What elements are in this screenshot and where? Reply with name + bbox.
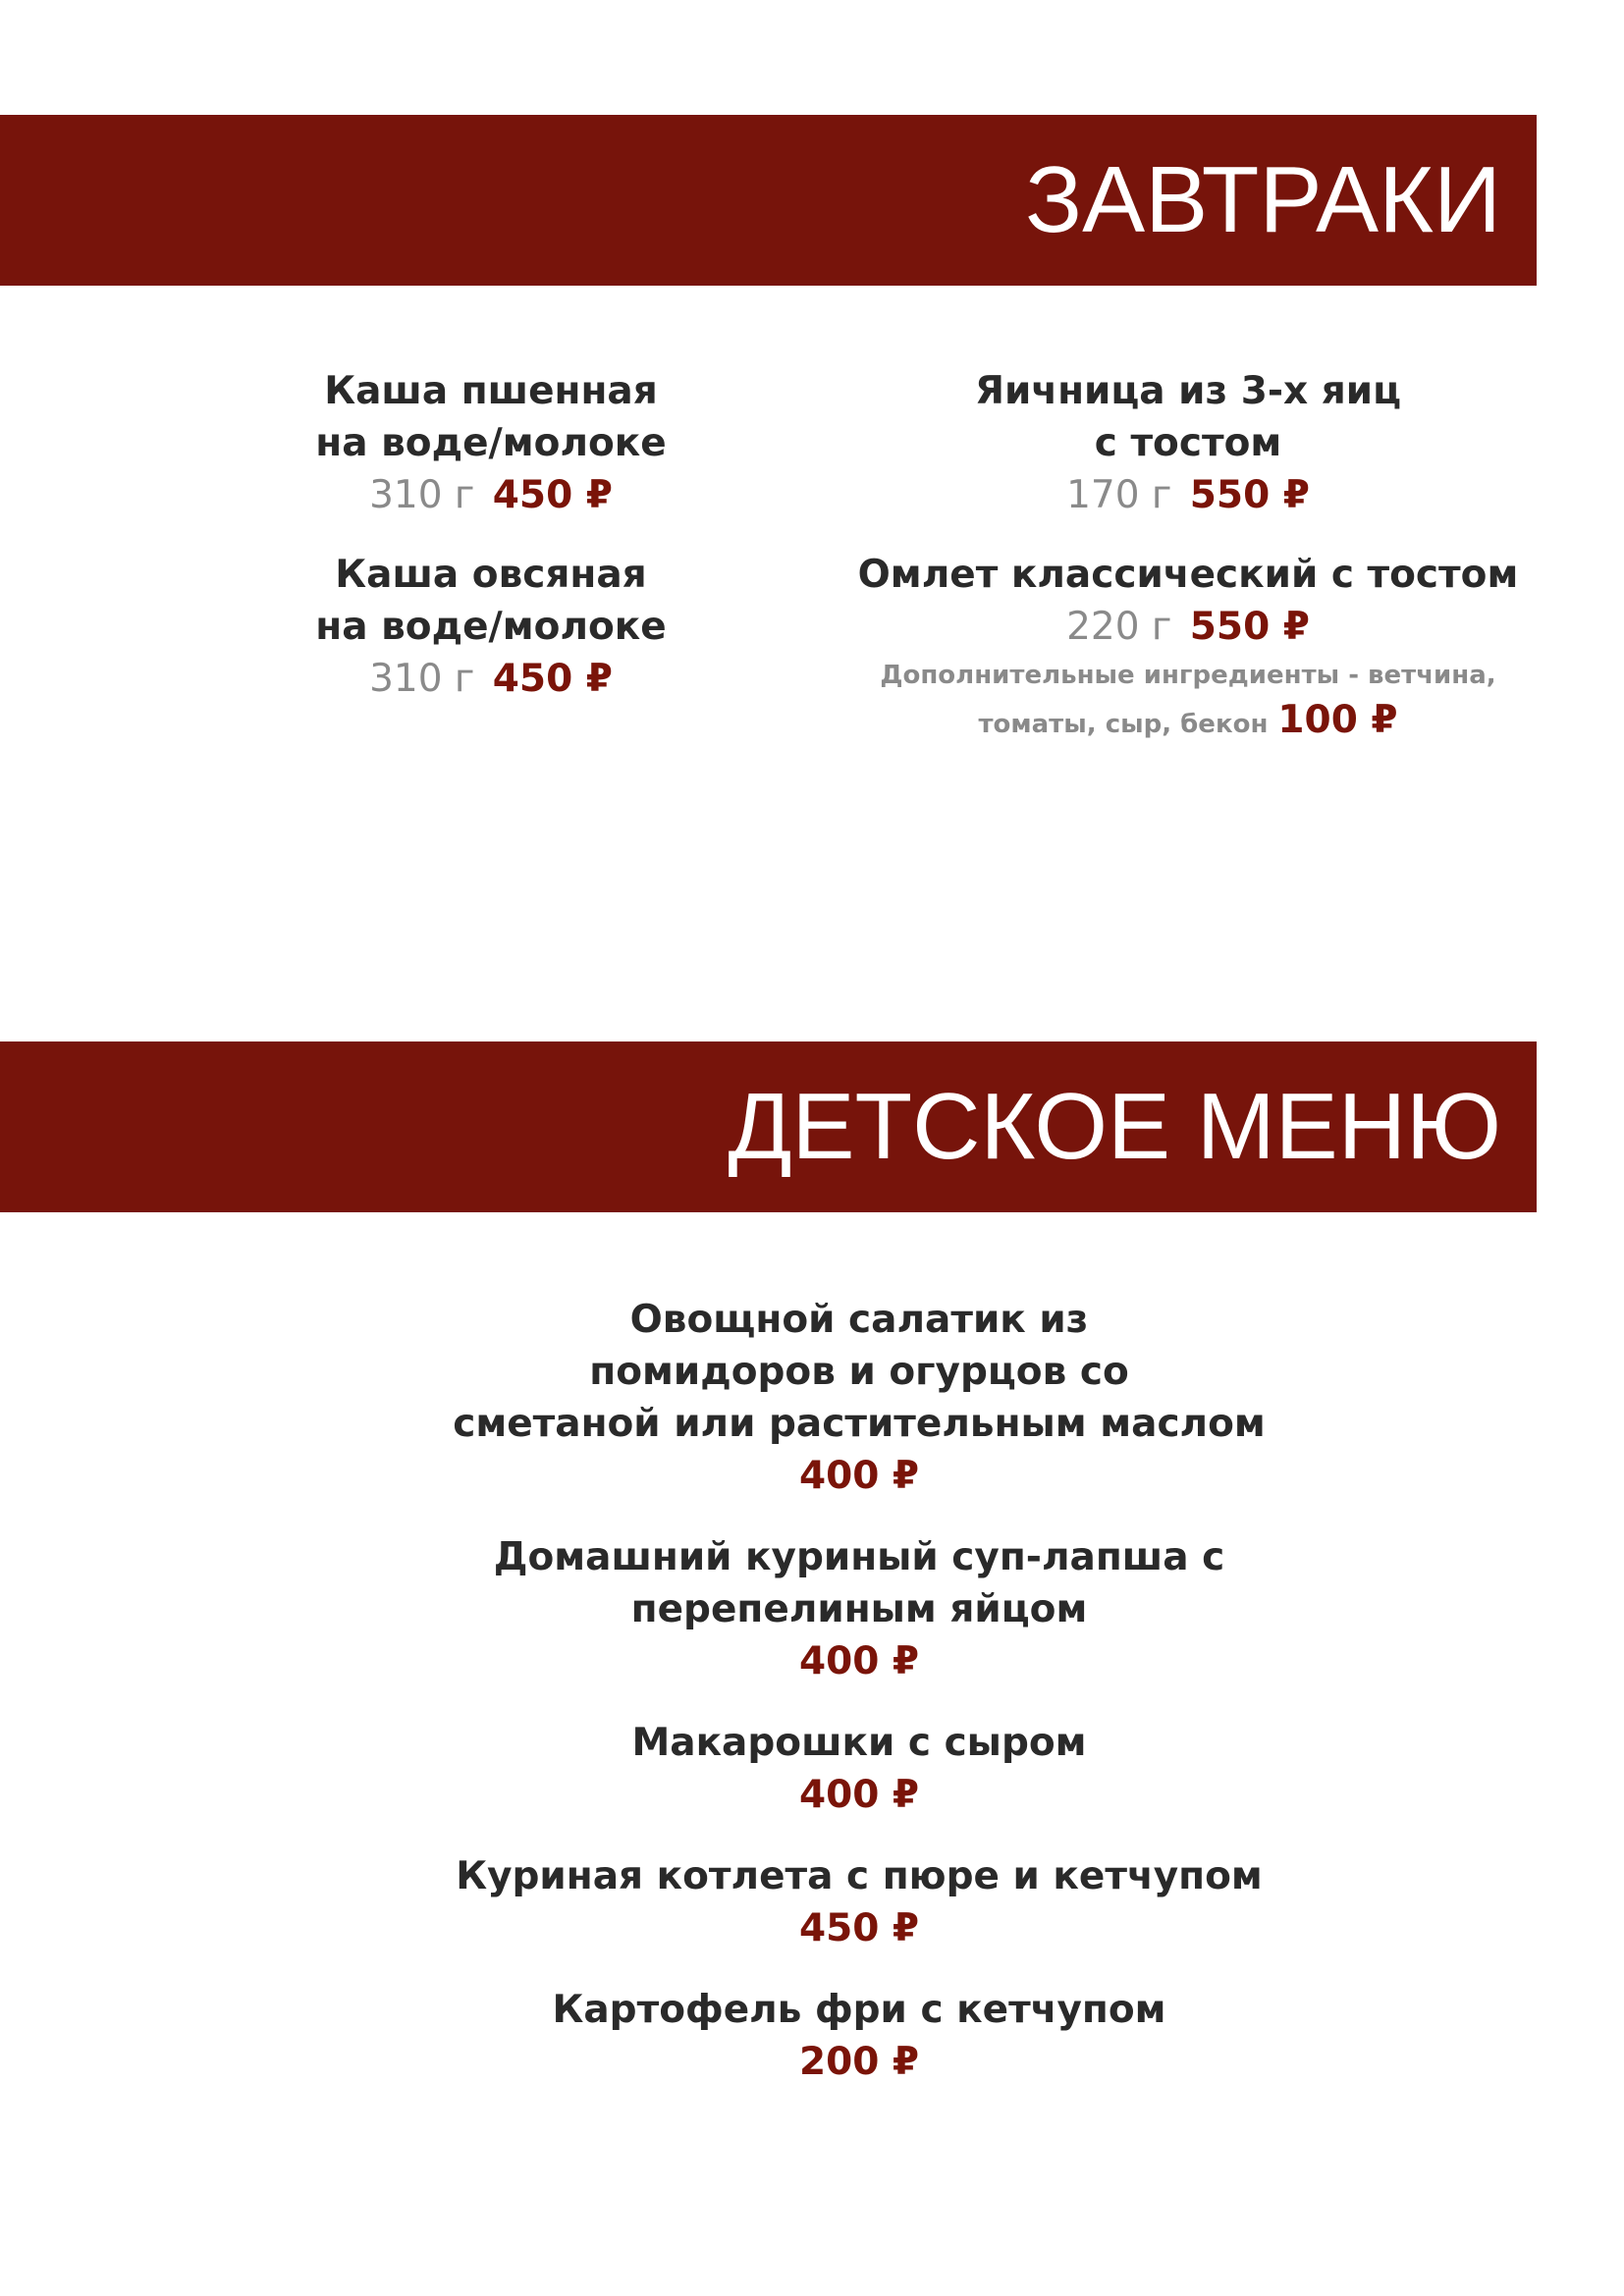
extras-line <box>815 698 1561 747</box>
extras-line: Дополнительные ингредиенты - ветчина, <box>880 661 1496 690</box>
dish-name <box>236 549 746 653</box>
dish-name-line: Каша пшенная <box>324 369 658 413</box>
menu-item <box>334 1850 1384 1954</box>
price-line <box>334 1769 1384 1821</box>
breakfast-banner <box>0 115 1537 286</box>
dish-price: 450 ₽ <box>798 1906 920 1950</box>
dish-name-line: перепелиным яйцом <box>630 1587 1088 1631</box>
menu-item <box>236 365 746 521</box>
price-line <box>236 469 746 521</box>
extras-text: томаты, сыр, бекон <box>978 710 1269 739</box>
dish-weight: 310 г <box>369 473 475 517</box>
dish-name <box>815 549 1561 601</box>
extra-ingredients <box>815 653 1561 747</box>
breakfast-right-column <box>815 365 1561 774</box>
menu-item <box>334 1717 1384 1821</box>
dish-name-line: на воде/молоке <box>315 421 667 465</box>
menu-item <box>815 549 1561 747</box>
dish-price: 400 ₽ <box>798 1773 920 1817</box>
dish-price: 200 ₽ <box>798 2040 920 2084</box>
dish-price: 550 ₽ <box>1189 473 1310 517</box>
dish-name-line: Каша овсяная <box>335 553 647 597</box>
menu-item <box>815 365 1561 521</box>
dish-name <box>334 1984 1384 2036</box>
menu-item <box>334 1531 1384 1687</box>
dish-name <box>815 365 1561 469</box>
dish-name <box>334 1294 1384 1450</box>
dish-price: 550 ₽ <box>1189 605 1310 649</box>
dish-name <box>334 1717 1384 1769</box>
dish-name-line: Картофель фри с кетчупом <box>552 1988 1166 2032</box>
kids-banner <box>0 1041 1537 1212</box>
dish-price: 400 ₽ <box>798 1454 920 1498</box>
dish-name <box>334 1850 1384 1902</box>
dish-name-line: Омлет классический с тостом <box>857 553 1519 597</box>
menu-item <box>236 549 746 705</box>
price-line <box>815 601 1561 653</box>
dish-price: 450 ₽ <box>492 657 613 701</box>
price-line <box>334 1902 1384 1954</box>
price-line <box>334 2036 1384 2088</box>
dish-name-line: Яичница из 3-х яиц <box>974 369 1402 413</box>
dish-name-line: Макарошки с сыром <box>631 1721 1087 1765</box>
kids-title: ДЕТСКОЕ МЕНЮ <box>728 1074 1501 1179</box>
price-line <box>815 469 1561 521</box>
dish-name-line: на воде/молоке <box>315 605 667 649</box>
dish-weight: 310 г <box>369 657 475 701</box>
dish-name-line: помидоров и огурцов со <box>589 1350 1129 1394</box>
dish-name-line: Овощной салатик из <box>629 1298 1089 1342</box>
breakfast-title: ЗАВТРАКИ <box>1025 147 1501 252</box>
dish-weight: 170 г <box>1066 473 1172 517</box>
dish-name <box>236 365 746 469</box>
menu-item <box>334 1294 1384 1502</box>
price-line <box>334 1635 1384 1687</box>
dish-price: 400 ₽ <box>798 1639 920 1683</box>
extras-price: 100 ₽ <box>1277 698 1398 742</box>
dish-name <box>334 1531 1384 1635</box>
menu-item <box>334 1984 1384 2088</box>
price-line <box>236 653 746 705</box>
price-line <box>334 1450 1384 1502</box>
dish-weight: 220 г <box>1066 605 1172 649</box>
kids-menu-list <box>334 1294 1384 2117</box>
dish-name-line: сметаной или растительным маслом <box>453 1402 1266 1446</box>
dish-name-line: с тостом <box>1094 421 1282 465</box>
dish-name-line: Куриная котлета с пюре и кетчупом <box>456 1854 1263 1898</box>
dish-name-line: Домашний куриный суп-лапша с <box>493 1535 1225 1579</box>
breakfast-left-column <box>236 365 746 732</box>
dish-price: 450 ₽ <box>492 473 613 517</box>
